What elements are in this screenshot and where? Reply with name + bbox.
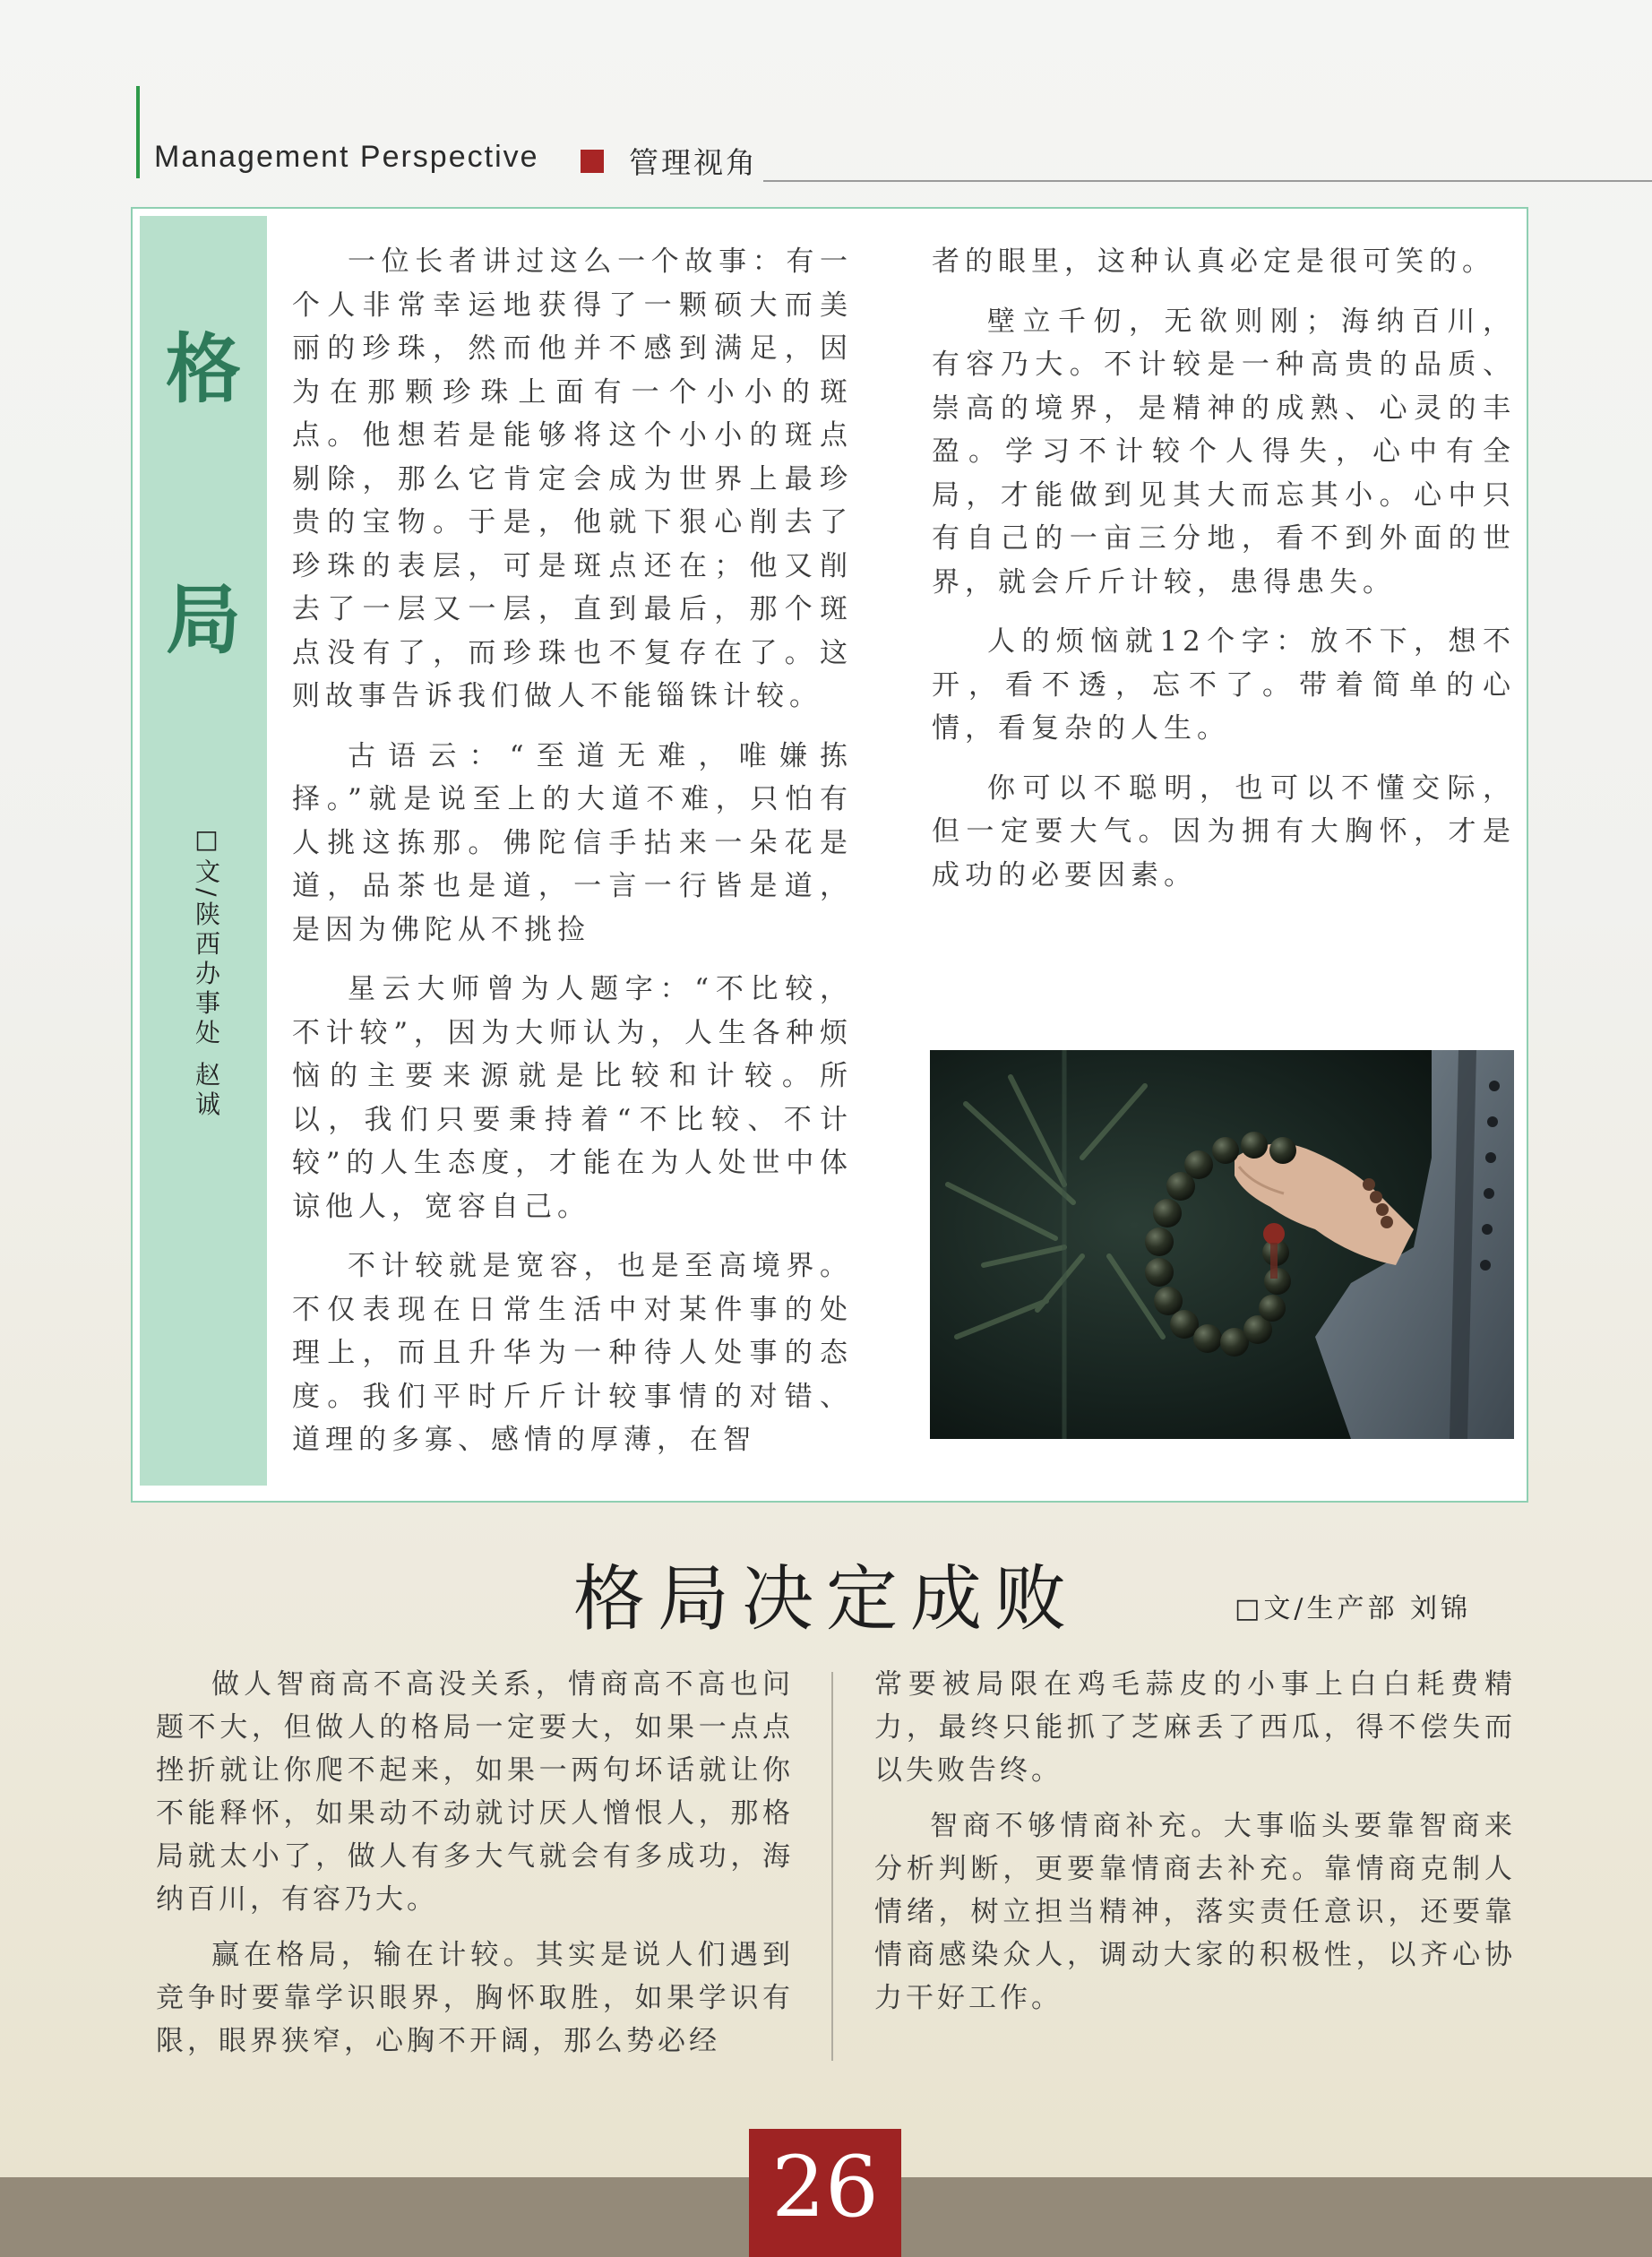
article2-left-column xyxy=(156,1663,794,2075)
paragraph: 你可以不聪明，也可以不懂交际，但一定要大气。因为拥有大胸怀，才是成功的必要因素。 xyxy=(932,771,1516,892)
section-marker-square xyxy=(581,150,604,173)
page-number: 26 xyxy=(771,2139,879,2236)
paragraph: 星云大师曾为人题字：“不比较，不计较”，因为大师认为，人生各种烦恼的主要来源就是比较和计较。所以，我们只要秉持着“不比较、不计较”的人生态度，才能在为人处世中体谅他人，宽容自己。 xyxy=(292,973,853,1223)
article-left-column xyxy=(292,240,853,1478)
paragraph: 智商不够情商补充。大事临头要靠智商来分析判断，更要靠情商去补充。靠情商克制人情绪，树立担当精神，落实责任意识，还要靠情商感染众人，调动大家的积极性，以齐心协力干好工作。 xyxy=(874,1810,1516,2014)
paragraph: 者的眼里，这种认真必定是很可笑的。 xyxy=(932,246,1495,278)
article-byline: □文/陕西办事处 赵诚 xyxy=(192,824,221,1121)
article2-title: 格局决定成败 xyxy=(573,1557,1079,1641)
section-title-cn: 管理视角 xyxy=(629,145,758,180)
paragraph: 壁立千仞，无欲则刚；海纳百川，有容乃大。不计较是一种高贵的品质、崇高的境界，是精神的成熟、心灵的丰盈。学习不计较个人得失，心中有全局，才能做到见其大而忘其小。心中只有自己的一亩三分地，看不到外面的世界，就会斤斤计较，患得患失。 xyxy=(932,305,1516,599)
header-rule xyxy=(763,180,1652,182)
article-title-char-2: 局 xyxy=(165,576,241,664)
paragraph: 赢在格局，输在计较。其实是说人们遇到竞争时要靠学识眼界，胸怀取胜，如果学识有限，眼界狭窄，心胸不开阔，那么势必经 xyxy=(156,1939,794,2057)
paragraph: 做人智商高不高没关系，情商高不高也问题不大，但做人的格局一定要大，如果一点点挫折就让你爬不起来，如果一两句坏话就让你不能释怀，如果动不动就讨厌人憎恨人，那格局就太小了，做人有多大气就会有多成功，海纳百川，有容乃大。 xyxy=(156,1668,794,1916)
article2-right-column xyxy=(874,1663,1516,2032)
header-accent-bar xyxy=(136,86,140,178)
paragraph: 人的烦恼就12个字：放不下，想不开，看不透，忘不了。带着简单的心情，看复杂的人生。 xyxy=(932,625,1516,745)
section-title-en: Management Perspective xyxy=(154,140,539,174)
paragraph: 常要被局限在鸡毛蒜皮的小事上白白耗费精力，最终只能抓了芝麻丢了西瓜，得不偿失而以失败告终。 xyxy=(874,1668,1516,1787)
paragraph: 一位长者讲过这么一个故事：有一个人非常幸运地获得了一颗硕大而美丽的珍珠，然而他并不感到满足，因为在那颗珍珠上面有一个小小的斑点。他想若是能够将这个小小的斑点剔除，那么它肯定会成为世界上最珍贵的宝物。于是，他就下狠心削去了珍珠的表层，可是斑点还在；他又削去了一层又一层，直到最后，那个斑点没有了，而珍珠也不复存在了。这则故事告诉我们做人不能锱铢计较。 xyxy=(292,246,853,712)
paragraph: 古语云：“至道无难，唯嫌拣择。”就是说至上的大道不难，只怕有人挑这拣那。佛陀信手拈来一朵花是道，品茶也是道，一言一行皆是道，是因为佛陀从不挑捡 xyxy=(292,739,853,946)
article2-byline: □文/生产部 刘锦 xyxy=(1235,1593,1471,1624)
article-title-char-1: 格 xyxy=(165,325,241,413)
prayer-beads-photo xyxy=(930,1050,1514,1439)
article-right-column xyxy=(932,240,1516,913)
column-divider xyxy=(831,1672,833,2061)
paragraph: 不计较就是宽容，也是至高境界。不仅表现在日常生活中对某件事的处理上，而且升华为一种待人处事的态度。我们平时斤斤计较事情的对错、道理的多寡、感情的厚薄，在智 xyxy=(292,1250,853,1456)
